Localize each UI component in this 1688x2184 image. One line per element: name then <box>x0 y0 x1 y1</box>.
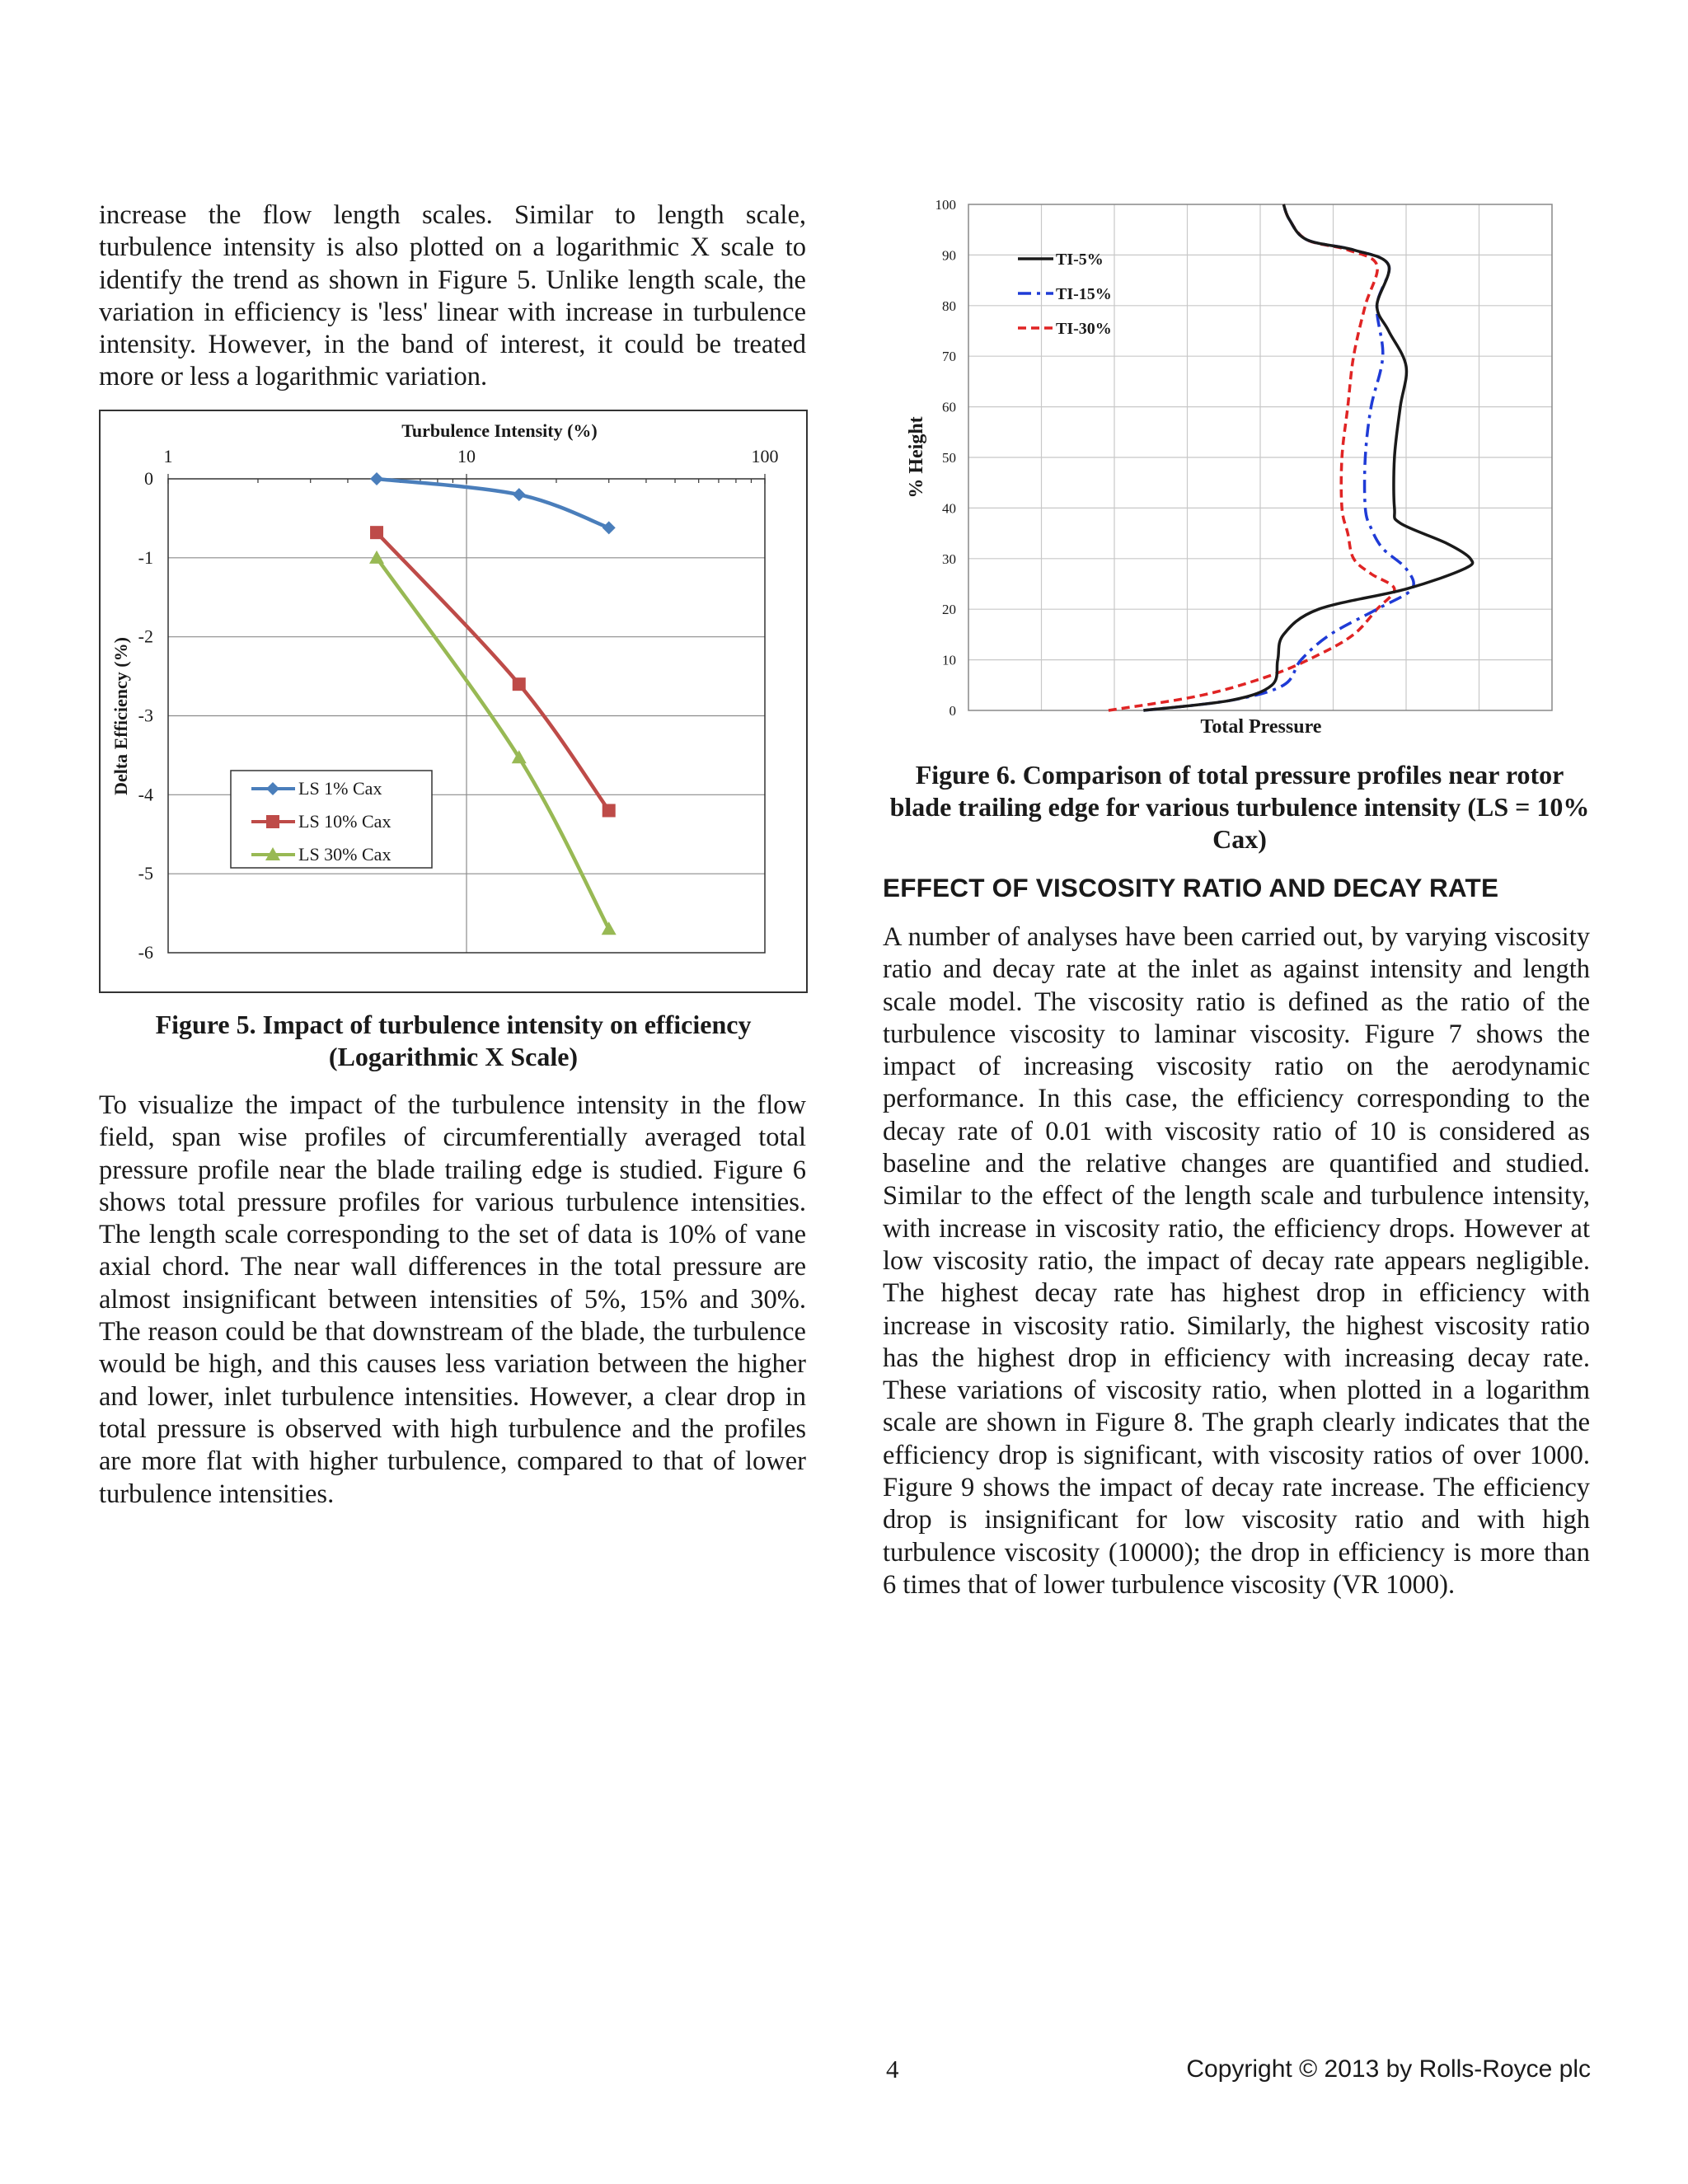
figure6-legend <box>1018 251 1112 338</box>
figure6-y-tick-label: 100 <box>935 197 956 213</box>
figure6-x-title: Total Pressure <box>1200 716 1322 735</box>
figure6-caption: Figure 6. Comparison of total pressure profiles near rotor blade trailing edge for various turbulence intensity (LS = 10% Cax) <box>889 760 1590 854</box>
page-number: 4 <box>886 2055 899 2083</box>
figure5-y-tick-label: -3 <box>138 705 153 726</box>
figure5-frame <box>100 410 807 992</box>
figure5-y-title: Delta Efficiency (%) <box>110 637 131 795</box>
figure5-y-tick-label: -1 <box>138 546 153 568</box>
figure6-y-tick-label: 70 <box>942 349 956 365</box>
figure6-y-tick-label: 40 <box>942 500 956 517</box>
paragraph-intro: increase the flow length scales. Similar to length scale, turbulence intensity is also plotted on a logarithmic X scale to identify the trend as shown in Figure 5. Unlike length scale, the variation in efficiency is 'less' linear with increase in turbulence intensity. However, in the band of interest, it could be treated more or less a logarithmic variation. <box>99 200 806 392</box>
section-heading-viscosity: EFFECT OF VISCOSITY RATIO AND DECAY RATE <box>883 873 1499 902</box>
figure5-caption: Figure 5. Impact of turbulence intensity on efficiency (Logarithmic X Scale) <box>155 1010 752 1071</box>
figure5-x-tick-label: 100 <box>751 446 779 466</box>
figure5-legend-label: LS 1% Cax <box>298 778 382 799</box>
figure6-y-tick-label: 80 <box>942 298 956 314</box>
paragraph-viscosity-ratio: A number of analyses have been carried out, by varying viscosity ratio and decay rate at the inlet as against intensity and length scale model. The viscosity ratio is defined as the ratio of the turbulence viscosity to laminar viscosity. Figure 7 shows the impact of increasing viscosity ratio on the aerodynamic performance. In this case, the efficiency corresponding to the decay rate of 0.01 with viscosity ratio of 10 is considered as baseline and the relative changes are quantified and studied. Similar to the effect of the length scale and turbulence intensity, with increase in viscosity ratio, the efficiency drops. However at low viscosity ratio, the impact of decay rate appears negligible. The highest decay rate has highest drop in efficiency with increase in viscosity ratio. Similarly, the highest viscosity ratio has the highest drop in efficiency with increasing decay rate. These variations of viscosity ratio, when plotted in a logarithm scale are shown in Figure 8. The graph clearly indicates that the efficiency drop is significant, with viscosity ratios of over 1000. Figure 9 shows the impact of decay rate increase. The efficiency drop is insignificant for low viscosity ratio and with high turbulence viscosity (10000); the drop in efficiency is more than 6 times that of lower turbulence viscosity (VR 1000). <box>883 922 1590 1600</box>
figure5-x-tick-label: 10 <box>457 446 476 466</box>
figure5-chart <box>99 410 808 995</box>
figure6-legend-label: TI-5% <box>1056 251 1104 269</box>
figure6-y-tick-label: 30 <box>942 551 956 567</box>
figure5-point <box>513 677 526 691</box>
figure5-y-tick-label: -6 <box>138 942 153 963</box>
figure5-y-tick-label: 0 <box>144 468 153 489</box>
figure5-x-title: Turbulence Intensity (%) <box>401 420 598 441</box>
figure6-legend-label: TI-30% <box>1056 320 1112 338</box>
figure6-y-tick-labels <box>935 197 957 719</box>
figure5-point <box>603 804 616 818</box>
figure5-point <box>266 815 279 828</box>
paragraph-figure6-discussion: To visualize the impact of the turbulence intensity in the flow field, span wise profiles of circumferentially averaged total pressure profile near the blade trailing edge is studied. Figure 6 shows total pressure profiles for various turbulence intensities. The length scale corresponding to the set of data is 10% of vane axial chord. The near wall differences in the total pressure are almost insignificant between intensities of 5%, 15% and 30%. The reason could be that downstream of the blade, the turbulence would be high, and this causes less variation between the higher and lower, inlet turbulence intensities. However, a clear drop in total pressure is observed with high turbulence and the profiles are more flat with higher turbulence, compared to that of lower turbulence intensities. <box>99 1090 806 1509</box>
figure6-y-tick-label: 60 <box>942 399 956 415</box>
figure6-y-tick-label: 20 <box>942 602 956 618</box>
figure5-legend <box>231 771 432 868</box>
figure6-chart <box>894 191 1554 735</box>
figure6-legend-label: TI-15% <box>1056 285 1112 303</box>
figure6-y-tick-label: 50 <box>942 450 956 466</box>
figure5-x-tick-label: 1 <box>163 446 173 466</box>
figure5-y-tick-label: -4 <box>138 784 153 805</box>
figure5-legend-label: LS 30% Cax <box>298 844 392 865</box>
figure6-gridlines <box>968 204 1552 710</box>
figure5-point <box>370 526 383 539</box>
figure5-y-tick-label: -2 <box>138 626 153 647</box>
copyright-notice: Copyright © 2013 by Rolls-Royce plc <box>1186 2055 1591 2083</box>
figure6-y-tick-label: 0 <box>949 703 956 719</box>
figure5-legend-label: LS 10% Cax <box>298 811 392 832</box>
figure6-y-tick-label: 10 <box>942 652 956 668</box>
figure5-y-tick-label: -5 <box>138 863 153 884</box>
figure6-y-title: % Height <box>906 416 927 499</box>
figure6-y-tick-label: 90 <box>942 247 956 264</box>
